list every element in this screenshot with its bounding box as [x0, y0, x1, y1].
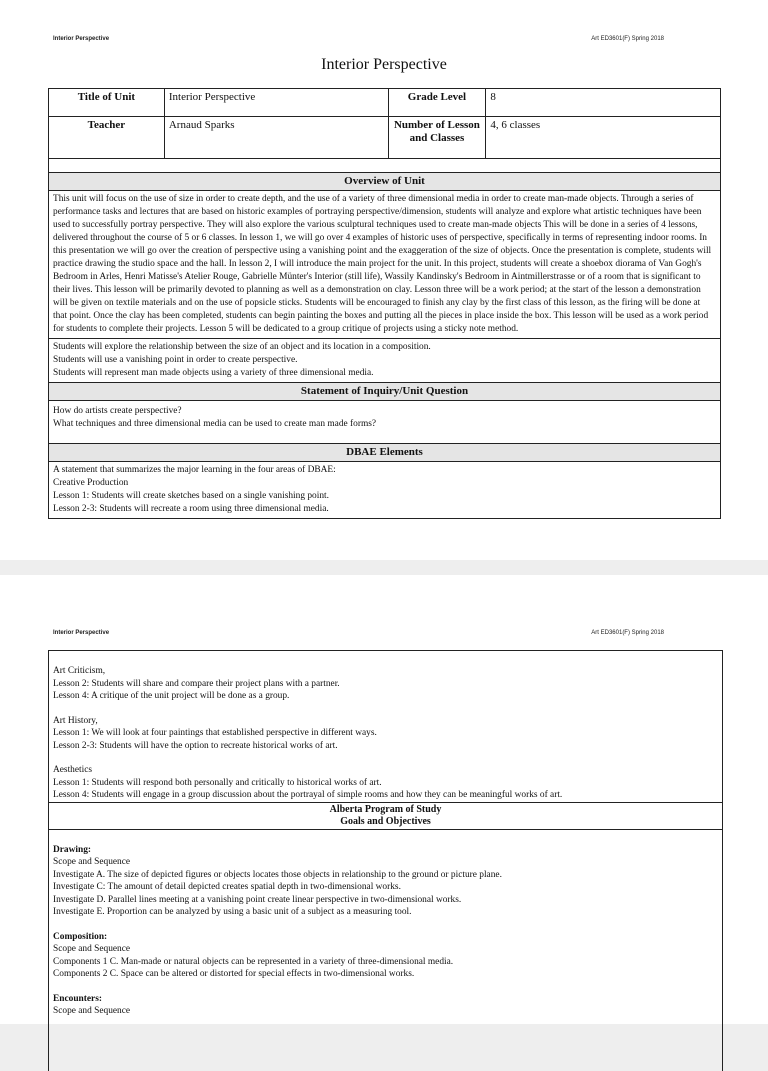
section-line: Lesson 2: Students will share and compare their project plans with a partner.	[53, 678, 340, 689]
section-line: Scope and Sequence	[53, 1006, 131, 1016]
section-line: Investigate E. Proportion can be analyzed by using a basic unit of a subject as a measuring tool.	[53, 907, 412, 917]
inquiry-line: What techniques and three dimensional media can be used to create man made forms?	[53, 419, 377, 429]
dbae-line: Creative Production	[53, 478, 129, 488]
section-line: Components 1 C. Man-made or natural objects can be represented in a variety of three-dimensional media.	[53, 956, 454, 967]
title-of-unit-value: Interior Perspective	[164, 89, 388, 117]
dbae-heading: DBAE Elements	[49, 444, 721, 462]
running-header-left: Interior Perspective	[53, 36, 110, 42]
section-line: Investigate A. The size of depicted figures or objects locates those objects in relationship to the ground or picture plane.	[53, 869, 502, 880]
program-heading-line: Goals and Objectives	[340, 815, 431, 827]
program-of-study-heading	[49, 802, 722, 830]
running-header-left: Interior Perspective	[53, 630, 110, 636]
composition-title: Composition:	[53, 931, 108, 942]
inquiry-questions	[49, 401, 721, 444]
page-title: Interior Perspective	[321, 56, 447, 73]
dbae-line: Lesson 2-3: Students will recreate a room using three dimensional media.	[53, 504, 329, 514]
section-line: Scope and Sequence	[53, 944, 131, 954]
grade-level-value: 8	[486, 89, 721, 117]
spacer-row	[49, 159, 721, 173]
composition-section	[53, 931, 718, 981]
section-line: Components 2 C. Space can be altered or distorted for special effects in two-dimensional works.	[53, 969, 415, 979]
drawing-section	[53, 844, 718, 919]
dbae-line: A statement that summarizes the major learning in the four areas of DBAE:	[53, 465, 336, 475]
teacher-label: Teacher	[49, 117, 165, 159]
teacher-value: Arnaud Sparks	[164, 117, 388, 159]
inquiry-heading: Statement of Inquiry/Unit Question	[49, 383, 721, 401]
art-criticism-section	[53, 665, 718, 703]
section-line: Investigate C: The amount of detail depicted creates spatial depth in two-dimensional works.	[53, 882, 401, 892]
page-2-content-box	[48, 650, 723, 1071]
overview-heading: Overview of Unit	[49, 173, 721, 191]
section-title: Aesthetics	[53, 765, 93, 775]
unit-info-table	[48, 88, 721, 519]
lessons-label: Number of Lesson and Classes	[388, 117, 486, 159]
objectives-list	[49, 339, 721, 383]
running-header-right: Art ED3601(F) Spring 2018	[591, 630, 664, 636]
drawing-title: Drawing:	[53, 844, 92, 855]
section-line: Lesson 1: We will look at four paintings that established perspective in different ways.	[53, 728, 377, 738]
objective-item: Students will represent man made objects using a variety of three dimensional media.	[53, 368, 374, 378]
encounters-section	[53, 993, 718, 1018]
section-line: Lesson 4: A critique of the unit project will be done as a group.	[53, 691, 290, 701]
running-header-right: Art ED3601(F) Spring 2018	[591, 36, 664, 42]
lessons-value: 4, 6 classes	[486, 117, 721, 159]
overview-text: This unit will focus on the use of size in order to create depth, and the use of a variety of three dimensional media in order to create man-made objects. Through a series of performance tasks and lectures that are based on historic examples of portraying perspective/dimension, students will analyze and explore what artistic techniques have been used to successfully portray perspective. They will also explore the various sculptural techniques used to create man-made objects This will be done in a series of 4 lessons, delivered throughout the course of 5 or 6 classes. In lesson 1, we will go over 4 examples of historic uses of perspective, specifically in terms of representing indoor rooms. In this presentation we will go over the creation of perspective using a vanishing point and the exaggeration of the size of objects. Once the presentation is complete, students will practice drawing the studio space and the hall. In lesson 2, I will introduce the main project for the unit. In this project, students will create a shoebox diorama of Van Gogh's Bedroom in Arles, Henri Matisse's Atelier Rouge, Gabrielle Münter's Interior (still life), Wassily Kandinsky's Bedroom in Aintmillerstrasse or of a room that is significant to their lives. This lesson will be primarily devoted to planning as well as a demonstration on clay. Lesson three will be a work period; at the start of the lesson a demonstration will be given on textile materials and on the use of popsicle sticks. Students will be encouraged to finish any clay by the first class of this lesson, as the firing will be done at that point. Once the clay has been completed, students can begin painting the boxes and putting all the pieces in place inside the box. This lesson will be used as a work period for students to complete their projects. Lesson 5 will be dedicated to a group critique of projects using a sticky note method.	[49, 191, 721, 339]
aesthetics-section	[53, 764, 718, 802]
section-title: Art History,	[53, 715, 98, 726]
objective-item: Students will use a vanishing point in order to create perspective.	[53, 355, 298, 365]
dbae-content	[49, 462, 721, 519]
section-line: Lesson 4: Students will engage in a group discussion about the portrayal of simple rooms and how they can be meaningful works of art.	[53, 790, 563, 800]
dbae-line: Lesson 1: Students will create sketches based on a single vanishing point.	[53, 491, 329, 501]
section-line: Scope and Sequence	[53, 857, 131, 867]
section-line: Investigate D. Parallel lines meeting at a vanishing point create linear perspective in two-dimensional works.	[53, 894, 462, 905]
objective-item: Students will explore the relationship between the size of an object and its location in a composition.	[53, 342, 431, 352]
program-heading-line: Alberta Program of Study	[329, 803, 442, 815]
title-of-unit-label: Title of Unit	[49, 89, 165, 117]
grade-level-label: Grade Level	[388, 89, 486, 117]
encounters-title: Encounters:	[53, 993, 102, 1004]
section-line: Lesson 1: Students will respond both personally and critically to historical works of art.	[53, 777, 382, 788]
art-history-section	[53, 715, 718, 753]
section-title: Art Criticism,	[53, 666, 106, 676]
inquiry-line: How do artists create perspective?	[53, 406, 182, 416]
section-line: Lesson 2-3: Students will have the option to recreate historical works of art.	[53, 740, 338, 751]
